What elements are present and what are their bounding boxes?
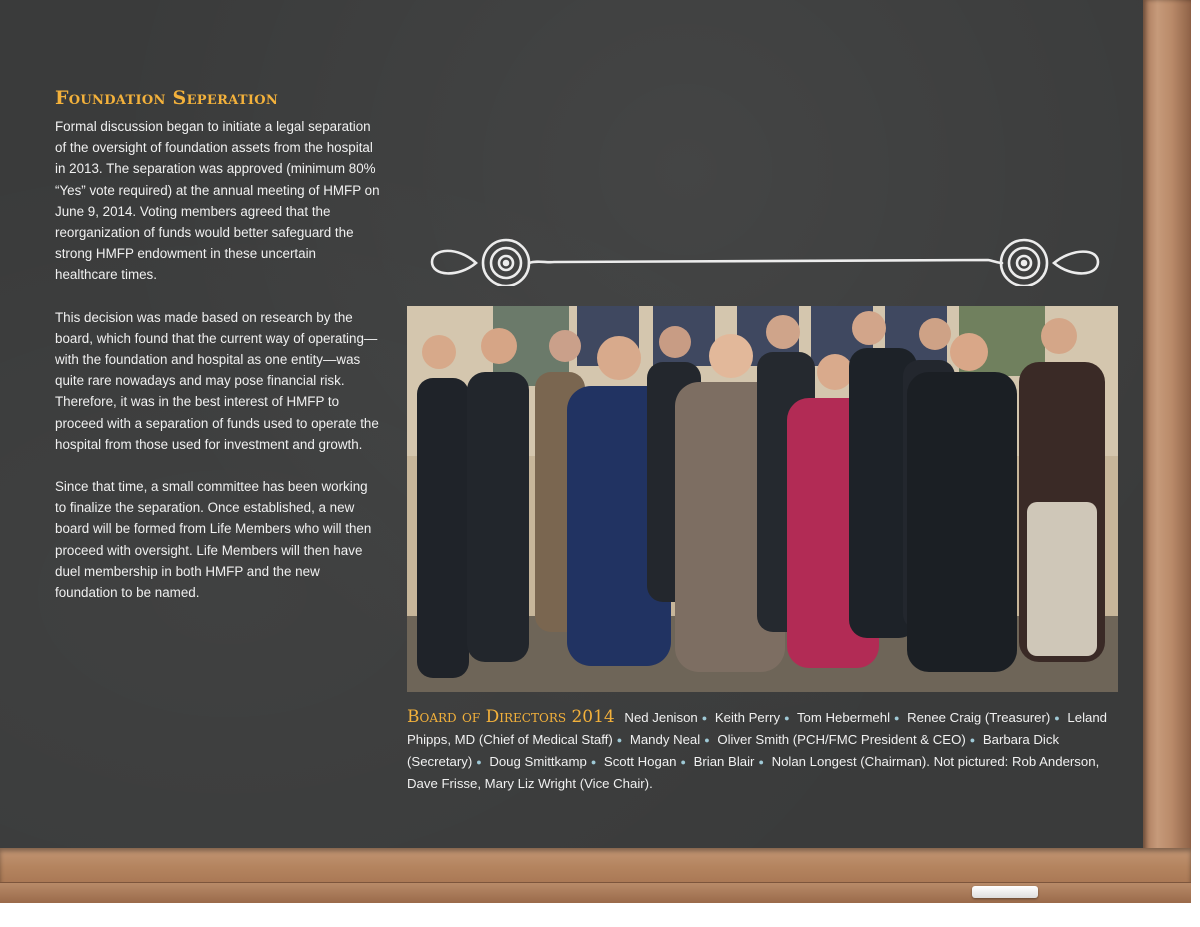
caption-member: Ned Jenison <box>624 710 698 725</box>
article-paragraph-3: Since that time, a small committee has been working to finalize the separation. Once established, a new board will be formed from Life Members who will then proceed with oversight. Life Members will then have duel membership in both HMFP and the new foundation to be named. <box>55 479 372 601</box>
bullet-icon: ● <box>969 735 976 745</box>
caption-member: Oliver Smith (PCH/FMC President & CEO) <box>717 732 966 747</box>
article-heading: Foundation Seperation <box>55 87 279 109</box>
bullet-icon: ● <box>590 757 597 767</box>
bullet-icon: ● <box>476 757 482 767</box>
caption-member: Doug Smittkamp <box>489 754 587 769</box>
bullet-icon: ● <box>704 735 710 745</box>
chalk-stick-icon <box>972 886 1038 898</box>
caption-not-pictured: Not pictured: Rob Anderson, Dave Frisse, Mary Liz Wright (Vice Chair). <box>407 754 1100 791</box>
article-paragraph-1: Formal discussion began to initiate a legal separation of the oversight of foundation assets from the hospital in 2013. The separation was approved (minimum 80% “Yes” vote required) at the annual meeting of HMFP on June 9, 2014. Voting members agreed that the reorganization of funds would better safeguard the strong HMFP endowment in these uncertain healthcare times. <box>55 119 380 283</box>
bullet-icon: ● <box>701 713 708 723</box>
caption-member: Scott Hogan <box>603 754 677 769</box>
caption-member: Leland Phipps, MD (Chief of Medical Staff) <box>407 710 1108 747</box>
caption-member: Mandy Neal <box>629 732 701 747</box>
bullet-icon: ● <box>894 713 900 723</box>
caption-member: Keith Perry <box>714 710 781 725</box>
caption-title: Board of Directors 2014 <box>407 707 615 727</box>
wood-frame-right <box>1143 0 1191 900</box>
bullet-icon: ● <box>1054 713 1060 723</box>
caption-member: Renee Craig (Treasurer) <box>907 710 1051 725</box>
article-paragraph-2: This decision was made based on research by the board, which found that the current way of operating—with the foundation and hospital as one entity—was quite rare nowadays and may pose financial risk. Therefore, it was in the best interest of HMFP to proceed with a separation of funds used to operate the hospital from those used for investment and growth. <box>55 309 379 452</box>
bullet-icon: ● <box>680 757 686 767</box>
caption-member: Nolan Longest (Chairman). <box>771 754 930 769</box>
caption-member: Barbara Dick (Secretary) <box>407 732 1060 769</box>
article-column <box>55 86 381 624</box>
bullet-icon: ● <box>616 735 623 745</box>
bullet-icon: ● <box>784 713 790 723</box>
photo-caption <box>407 706 1107 795</box>
bullet-icon: ● <box>758 757 764 767</box>
board-group-photo <box>407 306 1118 692</box>
caption-member: Brian Blair <box>693 754 755 769</box>
ornamental-chalk-divider-icon <box>428 236 1103 286</box>
caption-member: Tom Hebermehl <box>796 710 891 725</box>
